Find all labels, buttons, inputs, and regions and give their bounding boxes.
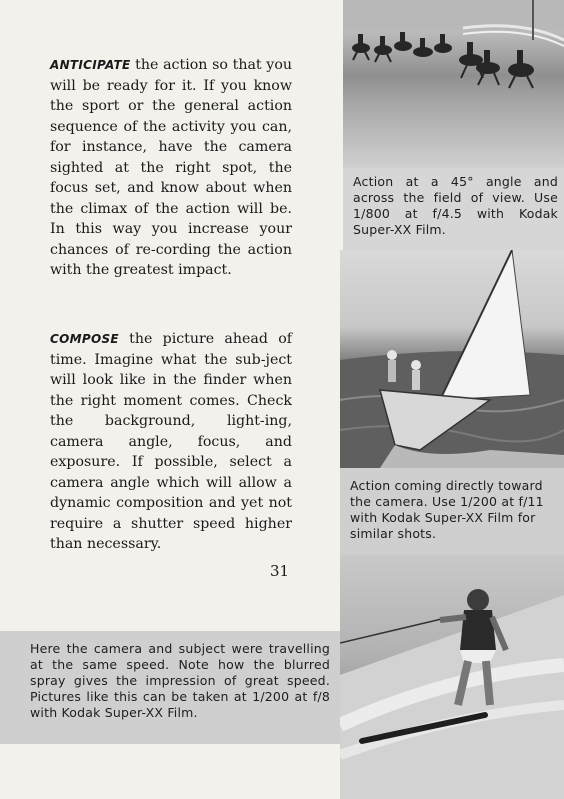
caption-sailboat: Action coming directly toward the camera. Use 1/200 at f/11 with Kodak Super-XX Film for similar shots. (340, 468, 564, 555)
photo-water-skier (340, 555, 564, 799)
caption-water-skier: Here the camera and subject were travelling at the same speed. Note how the blurred spray gives the impression of great speed. Pictures like this can be taken at 1/200 at f/8 with Kodak Super-XX Film. (0, 631, 340, 744)
paragraph-compose-text: the picture ahead of time. Imagine what the sub-ject will look like in the finder when the right moment comes. Check the background, light-ing, camera angle, focus, and exposure. If possible, select a camera angle which will allow a dynamic composition and yet not require a shutter speed higher than necessary. (50, 331, 292, 552)
caption-horse-race: Action at a 45° angle and across the field of view. Use 1/800 at f/4.5 with Kodak Super-XX Film. (343, 168, 564, 250)
water-skier-illustration (340, 555, 564, 799)
page-number: 31 (270, 562, 290, 580)
photo-horse-race (343, 0, 564, 168)
paragraph-compose (50, 329, 292, 555)
photo-sailboat (340, 250, 564, 468)
sailboat-illustration (340, 250, 564, 468)
horse-race-illustration (343, 0, 564, 168)
lead-word-compose: COMPOSE (50, 332, 119, 346)
paragraph-anticipate-text: the action so that you will be ready for it. If you know the sport or the general action sequence of the activity you can, for instance, have the camera sighted at the right spot, the focus set, and know about when the climax of the action will be. In this way you increase your chances of re-cording the action with the greatest impact. (50, 57, 292, 278)
lead-word-anticipate: ANTICIPATE (50, 58, 131, 72)
paragraph-anticipate (50, 55, 292, 281)
